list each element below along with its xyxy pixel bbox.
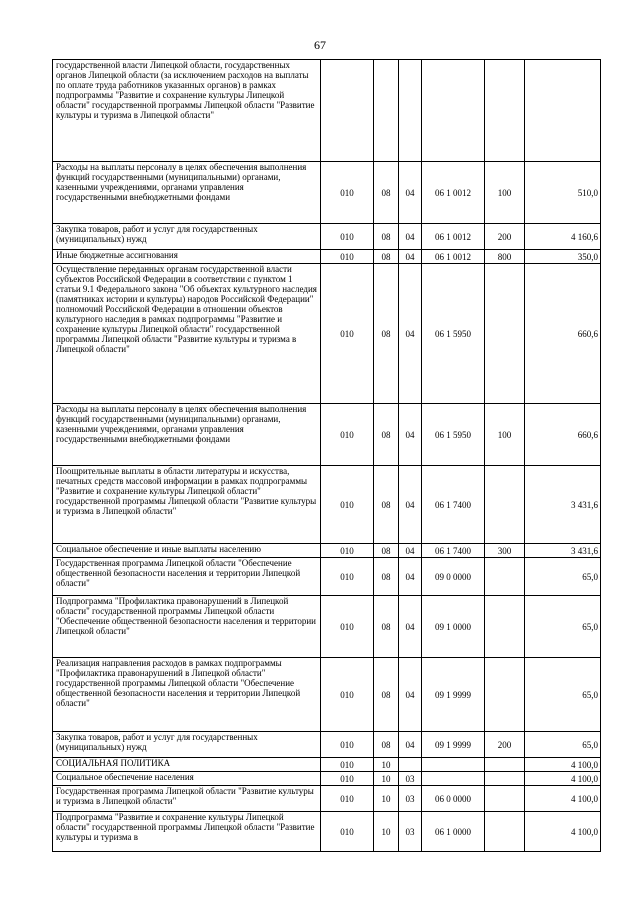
row-admin-code: 010	[321, 558, 374, 596]
row-expense-type	[485, 466, 525, 544]
row-name: Расходы на выплаты персоналу в целях обеспечения выполнения функций государственными (муниципальными) органами, казенными учреждениями, органами управления государственными внебюджетными фондами	[53, 404, 321, 466]
row-sum: 510,0	[525, 162, 601, 224]
table-row	[53, 658, 601, 732]
row-subsection: 04	[399, 732, 422, 758]
row-subsection: 04	[399, 162, 422, 224]
row-admin-code: 010	[321, 596, 374, 658]
row-target-article: 09 1 9999	[422, 658, 485, 732]
row-subsection: 04	[399, 466, 422, 544]
row-target-article: 06 1 7400	[422, 544, 485, 558]
table-row	[53, 812, 601, 852]
row-expense-type: 800	[485, 250, 525, 264]
row-name: Подпрограмма "Профилактика правонарушений в Липецкой области" государственной программы Липецкой области "Обеспечение общественной безопасности населения и территории Липецкой области"	[53, 596, 321, 658]
row-sum: 65,0	[525, 732, 601, 758]
row-sum	[525, 60, 601, 162]
row-expense-type	[485, 558, 525, 596]
row-sum: 65,0	[525, 658, 601, 732]
row-expense-type	[485, 264, 525, 404]
row-admin-code: 010	[321, 404, 374, 466]
row-subsection: 03	[399, 772, 422, 786]
row-section: 08	[374, 224, 399, 250]
row-section: 08	[374, 658, 399, 732]
row-sum: 4 160,6	[525, 224, 601, 250]
table-row	[53, 544, 601, 558]
row-name: Расходы на выплаты персоналу в целях обеспечения выполнения функций государственными (муниципальными) органами, казенными учреждениями, органами управления государственными внебюджетными фондами	[53, 162, 321, 224]
row-admin-code: 010	[321, 264, 374, 404]
row-target-article: 06 0 0000	[422, 786, 485, 812]
row-target-article: 09 0 0000	[422, 558, 485, 596]
row-sum: 65,0	[525, 558, 601, 596]
table-row	[53, 732, 601, 758]
row-expense-type	[485, 658, 525, 732]
row-name: Закупка товаров, работ и услуг для государственных (муниципальных) нужд	[53, 224, 321, 250]
table-row	[53, 772, 601, 786]
row-admin-code: 010	[321, 544, 374, 558]
row-section: 10	[374, 758, 399, 772]
row-sum: 4 100,0	[525, 812, 601, 852]
row-section: 08	[374, 162, 399, 224]
table-row	[53, 162, 601, 224]
row-target-article	[422, 772, 485, 786]
page-number: 67	[314, 38, 326, 52]
row-name: Социальное обеспечение населения	[53, 772, 321, 786]
row-expense-type	[485, 812, 525, 852]
row-section: 08	[374, 596, 399, 658]
row-subsection	[399, 758, 422, 772]
row-admin-code: 010	[321, 250, 374, 264]
row-expense-type: 100	[485, 162, 525, 224]
row-section: 08	[374, 466, 399, 544]
row-section: 10	[374, 786, 399, 812]
row-section: 08	[374, 250, 399, 264]
row-sum: 660,6	[525, 264, 601, 404]
row-name: Иные бюджетные ассигнования	[53, 250, 321, 264]
row-section: 10	[374, 812, 399, 852]
row-admin-code: 010	[321, 466, 374, 544]
row-admin-code: 010	[321, 812, 374, 852]
row-admin-code: 010	[321, 786, 374, 812]
row-target-article	[422, 60, 485, 162]
row-subsection: 04	[399, 544, 422, 558]
row-sum: 660,6	[525, 404, 601, 466]
row-section: 08	[374, 404, 399, 466]
row-target-article: 06 1 0000	[422, 812, 485, 852]
row-target-article: 06 1 5950	[422, 404, 485, 466]
row-subsection: 04	[399, 596, 422, 658]
row-name: Подпрограмма "Развитие и сохранение культуры Липецкой области" государственной программы Липецкой области "Развитие культуры и туризма в	[53, 812, 321, 852]
row-admin-code: 010	[321, 758, 374, 772]
row-admin-code: 010	[321, 224, 374, 250]
row-expense-type: 100	[485, 404, 525, 466]
row-name: Реализация направления расходов в рамках подпрограммы "Профилактика правонарушений в Липецкой области" государственной программы Липецкой области "Обеспечение общественной безопасности населения и территории Липецкой области"	[53, 658, 321, 732]
row-name: Поощрительные выплаты в области литературы и искусства, печатных средств массовой информации в рамках подпрограммы "Развитие и сохранение культуры Липецкой области" государственной программы Липецкой области "Развитие культуры и туризма в Липецкой области"	[53, 466, 321, 544]
table-row	[53, 60, 601, 162]
row-subsection: 04	[399, 404, 422, 466]
row-name: Государственная программа Липецкой области "Обеспечение общественной безопасности населения и территории Липецкой области"	[53, 558, 321, 596]
row-expense-type	[485, 772, 525, 786]
row-expense-type	[485, 786, 525, 812]
row-target-article: 09 1 9999	[422, 732, 485, 758]
row-target-article: 06 1 0012	[422, 224, 485, 250]
table-row	[53, 596, 601, 658]
row-sum: 4 100,0	[525, 786, 601, 812]
row-sum: 65,0	[525, 596, 601, 658]
row-subsection	[399, 60, 422, 162]
row-section	[374, 60, 399, 162]
row-subsection: 03	[399, 812, 422, 852]
row-expense-type: 200	[485, 224, 525, 250]
row-admin-code: 010	[321, 658, 374, 732]
row-admin-code: 010	[321, 732, 374, 758]
row-section: 10	[374, 772, 399, 786]
row-sum: 3 431,6	[525, 544, 601, 558]
row-expense-type	[485, 758, 525, 772]
row-expense-type: 300	[485, 544, 525, 558]
row-name: Осуществление переданных органам государственной власти субъектов Российской Федерации в соответствии с пунктом 1 статьи 9.1 Федерального закона "Об объектах культурного наследия (памятниках истории и культуры) народов Российской Федерации" полномочий Российской Федерации в отношении объектов культурного наследия в рамках подпрограммы "Развитие и сохранение культуры Липецкой области" государственной программы Липецкой области "Развитие культуры и туризма в Липецкой области"	[53, 264, 321, 404]
table-row	[53, 264, 601, 404]
row-name: Государственная программа Липецкой области "Развитие культуры и туризма в Липецкой области"	[53, 786, 321, 812]
row-section: 08	[374, 732, 399, 758]
row-expense-type: 200	[485, 732, 525, 758]
budget-table	[52, 59, 601, 852]
row-admin-code	[321, 60, 374, 162]
row-subsection: 04	[399, 250, 422, 264]
table-row	[53, 758, 601, 772]
row-subsection: 04	[399, 224, 422, 250]
row-target-article: 09 1 0000	[422, 596, 485, 658]
row-subsection: 04	[399, 264, 422, 404]
row-section: 08	[374, 544, 399, 558]
row-subsection: 04	[399, 558, 422, 596]
row-sum: 4 100,0	[525, 758, 601, 772]
table-row	[53, 404, 601, 466]
budget-table-body	[53, 60, 601, 852]
table-row	[53, 224, 601, 250]
row-sum: 4 100,0	[525, 772, 601, 786]
row-section: 08	[374, 558, 399, 596]
row-section: 08	[374, 264, 399, 404]
row-target-article: 06 1 0012	[422, 162, 485, 224]
row-subsection: 04	[399, 658, 422, 732]
row-target-article: 06 1 0012	[422, 250, 485, 264]
row-expense-type	[485, 60, 525, 162]
row-admin-code: 010	[321, 772, 374, 786]
row-name: государственной власти Липецкой области, государственных органов Липецкой области (за исключением расходов на выплаты по оплате труда работников указанных органов) в рамках подпрограммы "Развитие и сохранение культуры Липецкой области" государственной программы Липецкой области "Развитие культуры и туризма в Липецкой области"	[53, 60, 321, 162]
table-row	[53, 558, 601, 596]
row-target-article: 06 1 7400	[422, 466, 485, 544]
table-row	[53, 786, 601, 812]
row-name: СОЦИАЛЬНАЯ ПОЛИТИКА	[53, 758, 321, 772]
row-sum: 350,0	[525, 250, 601, 264]
row-name: Закупка товаров, работ и услуг для государственных (муниципальных) нужд	[53, 732, 321, 758]
row-name: Социальное обеспечение и иные выплаты населению	[53, 544, 321, 558]
row-sum: 3 431,6	[525, 466, 601, 544]
row-admin-code: 010	[321, 162, 374, 224]
row-subsection: 03	[399, 786, 422, 812]
row-target-article	[422, 758, 485, 772]
row-expense-type	[485, 596, 525, 658]
table-row	[53, 250, 601, 264]
table-row	[53, 466, 601, 544]
row-target-article: 06 1 5950	[422, 264, 485, 404]
